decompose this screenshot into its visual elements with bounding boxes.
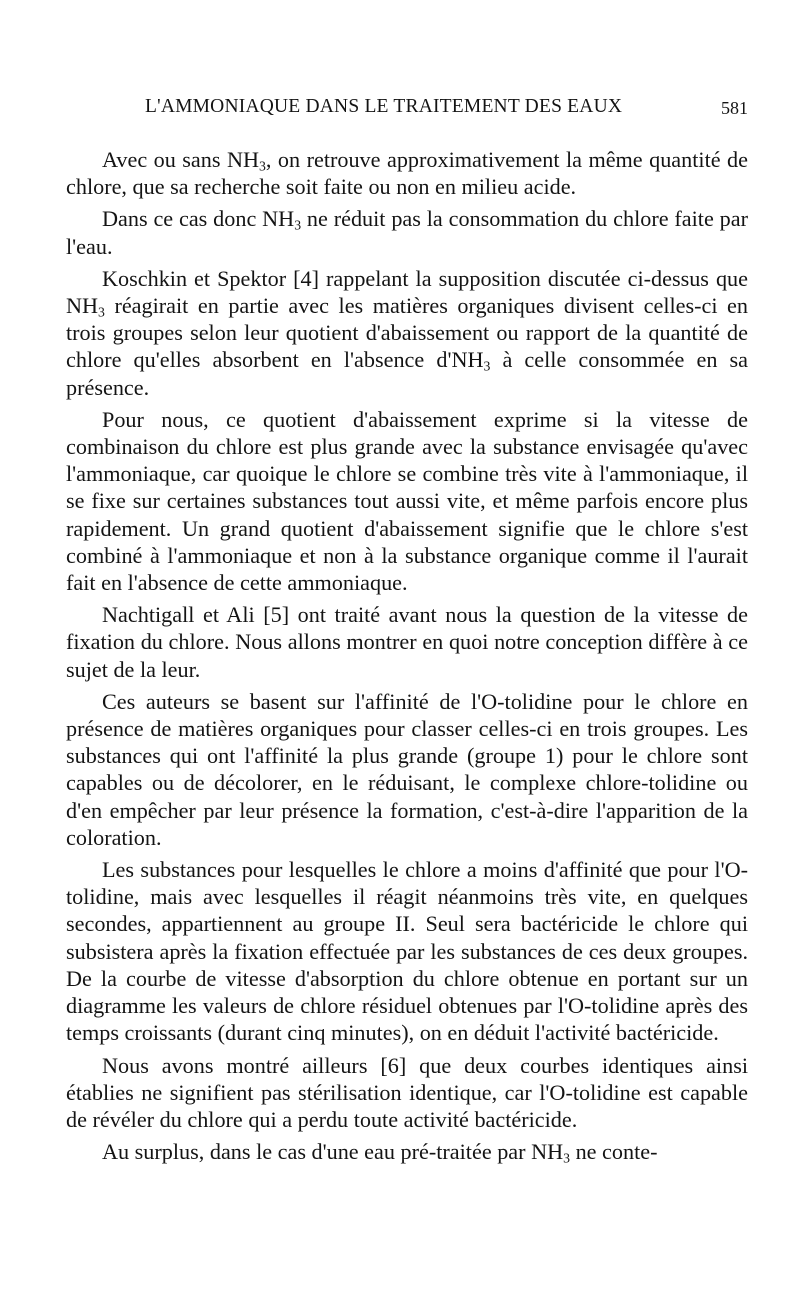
text-run: Pour nous, ce quotient d'abaissement exprime si la vitesse de combinaison du chlore est plus grande avec la substance envisagée qu'avec l'ammoniaque, car quoique le chlore se combine très vite à l'ammoniaque, il se fixe sur certaines substances tout aussi vite, et même parfois encore plus rapidement. Un grand quotient d'abaissement signifie que le chlore s'est combiné à l'ammoniaque et non à la substance organique comme il l'aurait fait en l'absence de cette ammoniaque.: [66, 406, 748, 596]
subscript: 3: [98, 304, 105, 320]
text-run: à celle consommée en sa présence.: [66, 347, 748, 400]
document-page: [66, 96, 748, 1165]
subscript: 3: [563, 1150, 571, 1166]
paragraph-8: [66, 1052, 748, 1134]
subscript: 3: [483, 358, 491, 374]
text-run: Avec ou sans NH: [102, 147, 260, 172]
text-run: Nachtigall et Ali [5] ont traité avant nous la question de la vitesse de fixation du chlore. Nous allons montrer en quoi notre conception diffère à ce sujet de la leur.: [66, 602, 748, 682]
text-run: ne conte-: [570, 1139, 658, 1165]
text-run: Dans ce cas donc NH: [102, 206, 295, 232]
paragraph-4: [66, 406, 748, 596]
page-number: 581: [721, 98, 748, 118]
subscript: 3: [294, 217, 302, 233]
paragraph-6: [66, 688, 748, 851]
paragraph-3: [66, 265, 748, 401]
paragraph-2: [66, 205, 748, 259]
text-run: ne réduit pas la consommation du chlore faite par l'eau.: [66, 206, 748, 259]
running-title: L'AMMONIAQUE DANS LE TRAITEMENT DES EAUX: [145, 96, 623, 117]
text-run: Au surplus, dans le cas d'une eau pré-traitée par NH: [102, 1139, 564, 1165]
paragraph-7: [66, 856, 748, 1046]
paragraph-5: [66, 601, 748, 683]
text-run: Les substances pour lesquelles le chlore a moins d'affinité que pour l'O-tolidine, mais avec lesquelles il réagit néanmoins très vite, en quelques secondes, appartiennent au groupe II. Seul sera bactéricide le chlore qui subsistera après la fixation effectuée par les substances de ces deux groupes. De la courbe de vitesse d'absorption du chlore obtenue en portant sur un diagramme les valeurs de chlore résiduel obtenues par l'O-tolidine après des temps croissants (durant cinq minutes), on en déduit l'activité bactéricide.: [66, 857, 748, 1046]
paragraph-9: [66, 1138, 748, 1165]
text-run: Nous avons montré ailleurs [6] que deux courbes identiques ainsi établies ne signifient pas stérilisation identique, car l'O-tolidine est capable de révéler du chlore qui a perdu toute activité bactéricide.: [66, 1052, 748, 1132]
paragraph-1: [66, 146, 748, 200]
body-text: [66, 146, 748, 1165]
text-run: réagirait en partie avec les matières organiques divisent celles-ci en trois groupes selon leur quotient d'abaissement ou rapport de la quantité de chlore qu'elles absorbent en l'absence d'NH: [66, 293, 748, 373]
text-run: , on retrouve approximativement la même quantité de chlore, que sa recherche soit faite ou non en milieu acide.: [66, 147, 749, 200]
text-run: Ces auteurs se basent sur l'affinité de l'O-tolidine pour le chlore en présence de matières organiques pour classer celles-ci en trois groupes. Les substances qui ont l'affinité la plus grande (groupe 1) pour le chlore sont capables ou de décolorer, en le réduisant, le complexe chlore-tolidine ou d'en empêcher par leur présence la formation, c'est-à-dire l'apparition de la coloration.: [66, 688, 748, 850]
running-head: [66, 96, 748, 132]
text-run: Koschkin et Spektor [4] rappelant la supposition discutée ci-dessus que NH: [66, 265, 748, 319]
subscript: 3: [259, 158, 266, 174]
